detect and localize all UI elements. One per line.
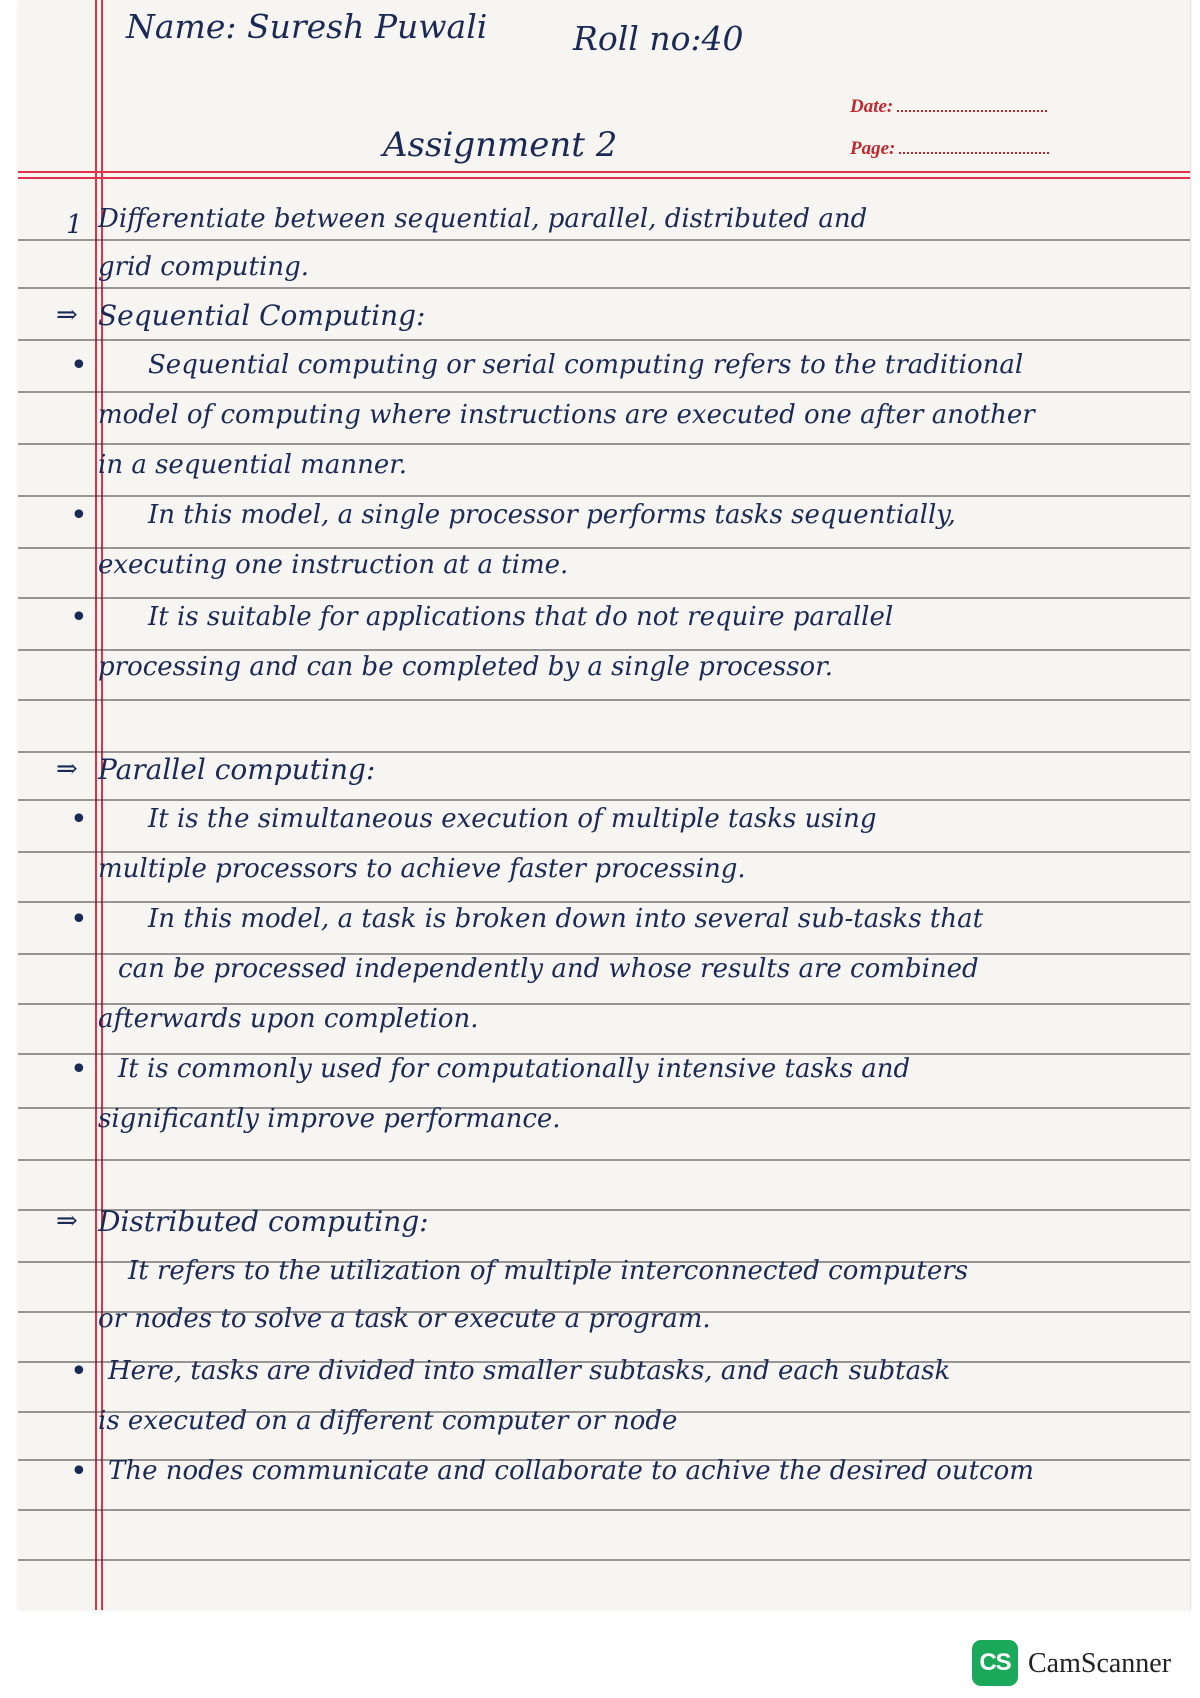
text-line: afterwards upon completion. — [98, 1004, 479, 1034]
text-line: processing and can be completed by a single processor. — [98, 652, 834, 682]
text-line: significantly improve performance. — [98, 1104, 561, 1134]
text-line: It is commonly used for computationally intensive tasks and — [118, 1054, 911, 1084]
text-line: can be processed independently and whose results are combined — [118, 954, 979, 984]
section-heading: Parallel computing: — [98, 753, 376, 786]
question-number: 1 — [66, 210, 83, 240]
text-line: The nodes communicate and collaborate to achive the desired outcom — [108, 1456, 1034, 1486]
bullet-point: • — [70, 1454, 88, 1489]
text-line: grid computing. — [98, 252, 309, 282]
bullet-point: • — [70, 1052, 88, 1087]
arrow-mark: ⇒ — [56, 1206, 78, 1236]
roll-number: Roll no:40 — [573, 19, 744, 58]
text-line: It is suitable for applications that do not require parallel — [148, 602, 894, 632]
assignment-title: Assignment 2 — [383, 125, 618, 165]
camscanner-logo: CS — [972, 1640, 1018, 1686]
bullet-point: • — [70, 600, 88, 635]
text-line: executing one instruction at a time. — [98, 550, 569, 580]
text-line: In this model, a single processor performs tasks sequentially, — [148, 500, 956, 530]
page-field: Page: — [850, 138, 1049, 160]
bullet-point: • — [70, 348, 88, 383]
arrow-mark: ⇒ — [56, 300, 78, 330]
handwritten-content — [18, 0, 1190, 1610]
bullet-point: • — [70, 902, 88, 937]
text-line: Sequential computing or serial computing refers to the traditional — [148, 350, 1024, 380]
bullet-point: • — [70, 1354, 88, 1389]
text-line: or nodes to solve a task or execute a program. — [98, 1304, 711, 1334]
camscanner-label: CamScanner — [1028, 1648, 1172, 1679]
text-line: In this model, a task is broken down into several sub-tasks that — [148, 904, 984, 934]
student-name: Name: Suresh Puwali — [126, 7, 488, 46]
section-heading: Distributed computing: — [98, 1205, 429, 1238]
bullet-point: • — [70, 498, 88, 533]
notebook-page — [18, 0, 1191, 1610]
text-line: Differentiate between sequential, parallel, distributed and — [98, 204, 868, 234]
text-line: model of computing where instructions are executed one after another — [98, 400, 1035, 430]
section-heading: Sequential Computing: — [98, 299, 426, 332]
date-field: Date: — [850, 96, 1047, 118]
text-line: in a sequential manner. — [98, 450, 408, 480]
text-line: Here, tasks are divided into smaller subtasks, and each subtask — [108, 1356, 951, 1386]
bullet-point: • — [70, 802, 88, 837]
text-line: multiple processors to achieve faster processing. — [98, 854, 746, 884]
text-line: It refers to the utilization of multiple interconnected computers — [128, 1256, 969, 1286]
arrow-mark: ⇒ — [56, 754, 78, 784]
text-line: is executed on a different computer or node — [98, 1406, 678, 1436]
text-line: It is the simultaneous execution of multiple tasks using — [148, 804, 877, 834]
